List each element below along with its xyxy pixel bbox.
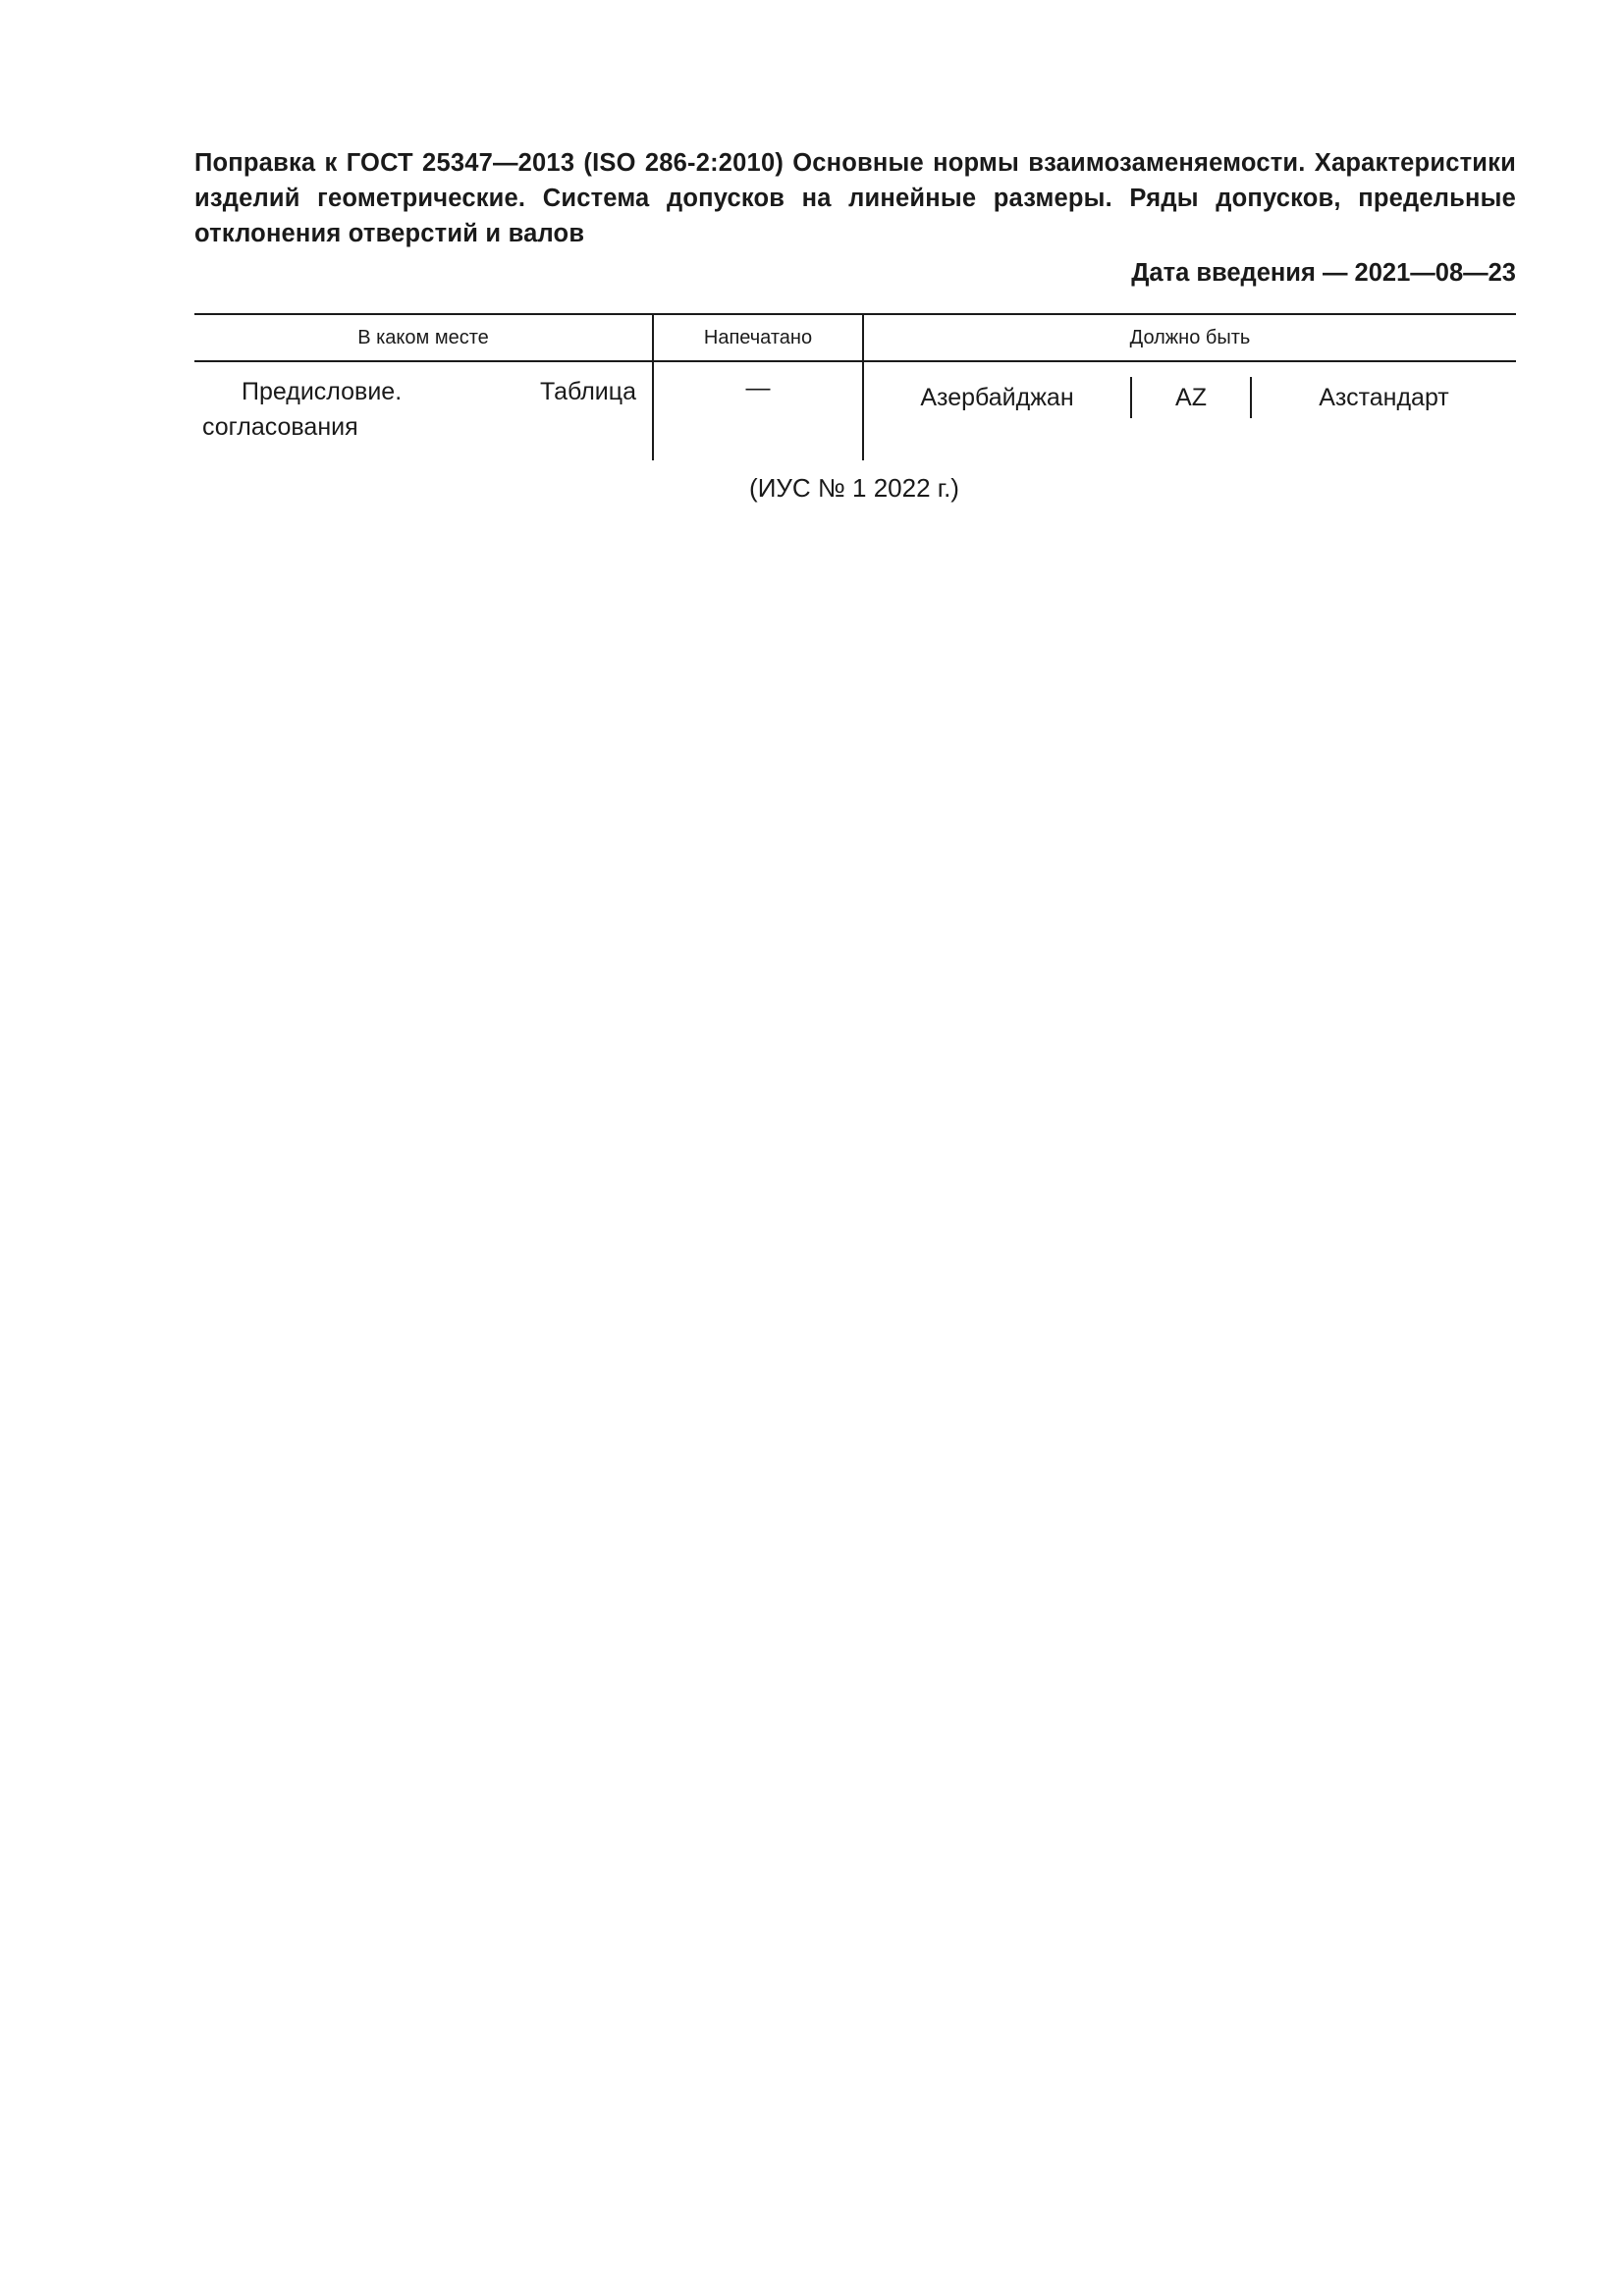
cell-place: Предисловие. Таблица согласования: [194, 361, 653, 460]
table-row: [194, 361, 1516, 460]
amendment-table: [194, 313, 1516, 460]
should-be-country: Азербайджан: [864, 377, 1132, 418]
table-header-row: [194, 314, 1516, 361]
cell-printed: —: [653, 361, 863, 460]
header-printed: Напечатано: [653, 314, 863, 361]
should-be-code: AZ: [1132, 377, 1252, 418]
amendment-title: Поправка к ГОСТ 25347—2013 (ISO 286-2:2010) Основные нормы взаимозаменяемости. Характеристики изделий геометрические. Система допусков на линейные размеры. Ряды допусков, предельные отклонения отверстий и валов: [194, 149, 1516, 247]
header-place: В каком месте: [194, 314, 653, 361]
should-be-entry: [864, 377, 1516, 418]
cell-should-be: [863, 361, 1516, 460]
effective-date: Дата введения — 2021—08—23: [1131, 259, 1516, 287]
should-be-standards-body: Азстандарт: [1319, 384, 1449, 411]
header-should-be: Должно быть: [863, 314, 1516, 361]
source-note: (ИУС № 1 2022 г.): [749, 473, 959, 503]
